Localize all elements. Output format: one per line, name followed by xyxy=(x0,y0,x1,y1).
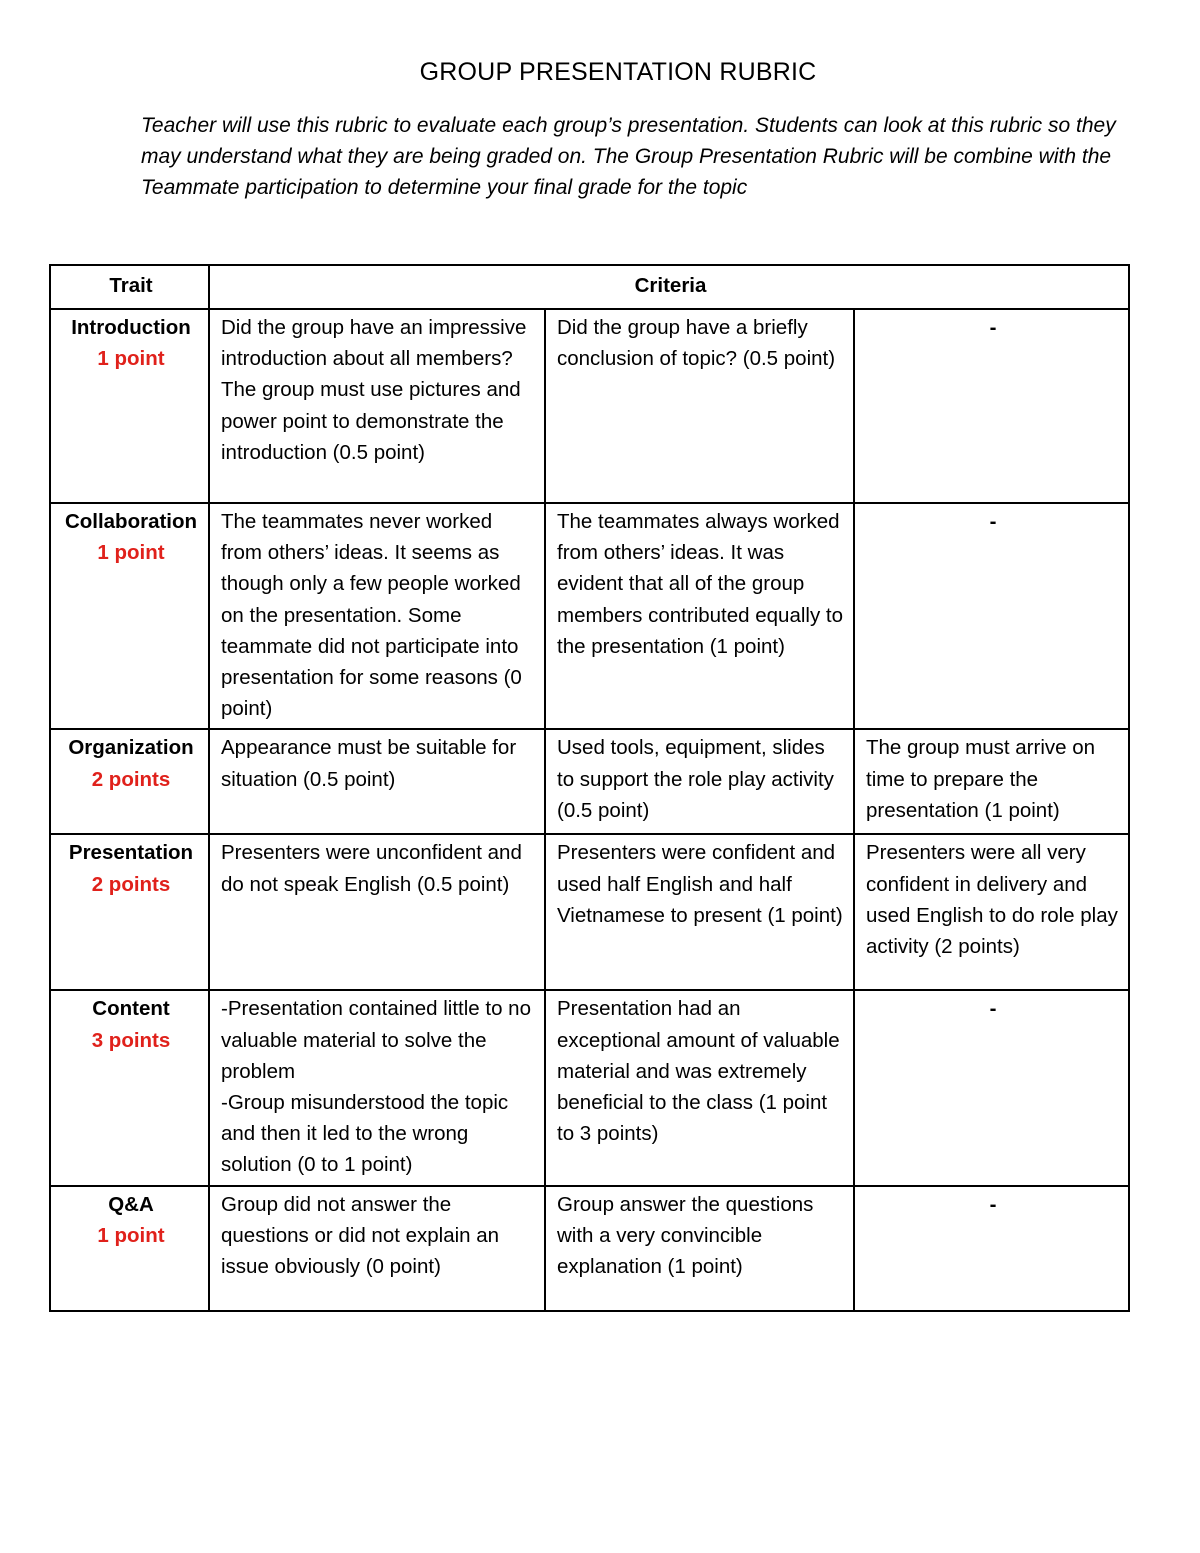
trait-cell xyxy=(50,309,209,503)
trait-name: Introduction xyxy=(71,316,191,339)
trait-points: 2 points xyxy=(91,872,171,896)
trait-points: 1 point xyxy=(97,347,165,371)
trait-cell xyxy=(50,990,209,1185)
trait-name: Content xyxy=(92,997,170,1021)
trait-name: Q&A xyxy=(108,1192,154,1216)
rubric-table xyxy=(49,264,1130,1312)
criteria-cell: Group answer the questions with a very convincible explanation (1 point) xyxy=(545,1186,854,1311)
table-row xyxy=(50,834,1129,990)
criteria-cell: The teammates always worked from others’ ideas. It was evident that all of the group members contributed equally to the presentation (1 point) xyxy=(545,503,854,729)
trait-points: 1 point xyxy=(97,1223,165,1247)
criteria-cell: Did the group have an impressive introduction about all members? The group must use pictures and power point to demonstrate the introduction (0.5 point) xyxy=(209,309,545,503)
criteria-bullet: -Presentation contained little to no valuable material to solve the problem xyxy=(221,997,531,1083)
trait-name: Organization xyxy=(68,736,194,760)
criteria-cell-empty: - xyxy=(854,309,1129,503)
criteria-header: Criteria xyxy=(209,265,1129,309)
document-title: GROUP PRESENTATION RUBRIC xyxy=(419,58,817,86)
criteria-cell: Appearance must be suitable for situation (0.5 point) xyxy=(209,729,545,834)
criteria-cell: Used tools, equipment, slides to support the role play activity (0.5 point) xyxy=(545,729,854,834)
intro-paragraph: Teacher will use this rubric to evaluate each group’s presentation. Students can look at this rubric so they may understand what they are being graded on. The Group Presentation Rubric will be combine with the Teammate participation to determine your final grade for the topic xyxy=(141,114,1116,199)
table-header-row xyxy=(50,265,1129,309)
criteria-cell: Presenters were unconfident and do not speak English (0.5 point) xyxy=(209,834,545,990)
criteria-cell: The teammates never worked from others’ ideas. It seems as though only a few people worked on the presentation. Some teammate did not participate into presentation for some reasons (0 point) xyxy=(209,503,545,729)
criteria-cell: Presentation had an exceptional amount of valuable material and was extremely beneficial to the class (1 point to 3 points) xyxy=(545,990,854,1185)
trait-header: Trait xyxy=(50,265,209,309)
table-row xyxy=(50,503,1129,729)
trait-cell xyxy=(50,834,209,990)
table-row xyxy=(50,309,1129,503)
criteria-cell-empty: - xyxy=(854,503,1129,729)
trait-cell xyxy=(50,729,209,834)
trait-points: 3 points xyxy=(91,1028,171,1052)
criteria-cell: Did the group have a briefly conclusion of topic? (0.5 point) xyxy=(545,309,854,503)
criteria-cell xyxy=(209,990,545,1185)
trait-cell xyxy=(50,1186,209,1311)
criteria-cell-empty: - xyxy=(854,1186,1129,1311)
criteria-cell: Group did not answer the questions or did not explain an issue obviously (0 point) xyxy=(209,1186,545,1311)
table-row xyxy=(50,729,1129,834)
criteria-bullet: -Group misunderstood the topic and then it led to the wrong solution (0 to 1 point) xyxy=(221,1091,509,1177)
trait-cell xyxy=(50,503,209,729)
criteria-cell-empty: - xyxy=(854,990,1129,1185)
trait-name: Collaboration xyxy=(64,510,198,533)
table-row xyxy=(50,990,1129,1185)
criteria-cell: Presenters were all very confident in delivery and used English to do role play activity (2 points) xyxy=(854,834,1129,990)
criteria-cell: Presenters were confident and used half English and half Vietnamese to present (1 point) xyxy=(545,834,854,990)
trait-points: 1 point xyxy=(97,541,165,565)
trait-name: Presentation xyxy=(68,841,194,865)
criteria-cell: The group must arrive on time to prepare the presentation (1 point) xyxy=(854,729,1129,834)
trait-points: 2 points xyxy=(91,767,171,791)
table-row xyxy=(50,1186,1129,1311)
